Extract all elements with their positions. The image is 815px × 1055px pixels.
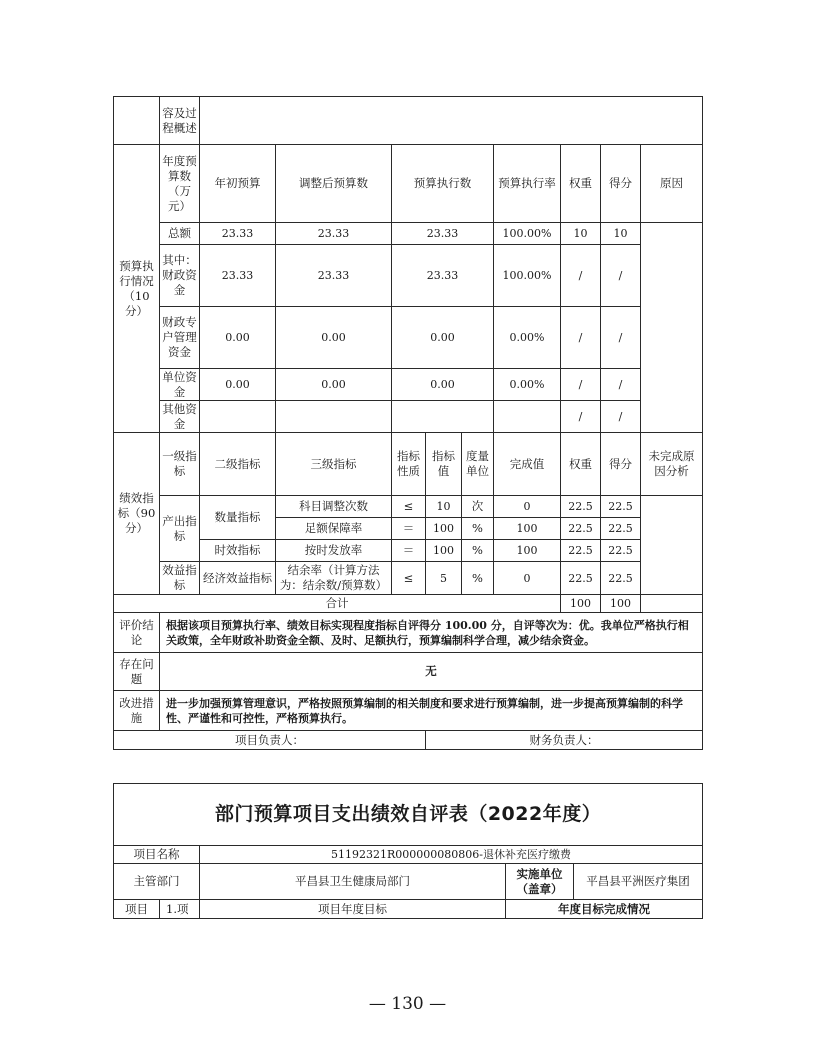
- conclusion-label: 评价结论: [114, 613, 160, 653]
- budget-row: [114, 245, 703, 307]
- budget-row: [114, 223, 703, 245]
- project-name-row: [114, 846, 703, 864]
- annual-goal-header: 项目年度目标: [200, 900, 506, 919]
- budget-row-label: 其中：财政资金: [160, 245, 200, 307]
- budget-row: [114, 369, 703, 401]
- budget-executed: [392, 401, 494, 433]
- budget-adjusted: 0.00: [276, 307, 392, 369]
- level3-cell: 科目调整次数: [276, 496, 392, 518]
- unit-cell: %: [462, 540, 494, 562]
- goal-completion-header: 年度目标完成情况: [506, 900, 703, 919]
- done-cell: 0: [494, 496, 561, 518]
- total-label: 合计: [114, 595, 561, 613]
- implementing-unit-label: 实施单位（盖章）: [506, 864, 574, 900]
- perf-weight-cell: 22.5: [561, 540, 601, 562]
- measures-label: 改进措施: [114, 691, 160, 731]
- item-number: 1.项: [160, 900, 200, 919]
- budget-executed: 0.00: [392, 369, 494, 401]
- unit-cell: %: [462, 518, 494, 540]
- problems-row: [114, 653, 703, 691]
- budget-executed: 0.00: [392, 307, 494, 369]
- signature-row: [114, 731, 703, 750]
- level2-header: 二级指标: [200, 433, 276, 496]
- budget-executed: 23.33: [392, 245, 494, 307]
- budget-executed: 23.33: [392, 223, 494, 245]
- problems-label: 存在问题: [114, 653, 160, 691]
- budget-initial: [200, 401, 276, 433]
- budget-rate: 0.00%: [494, 369, 561, 401]
- perf-score-cell: 22.5: [601, 562, 641, 595]
- project-lead-signature: 项目负责人：: [114, 731, 426, 750]
- budget-section-label: 预算执行情况（10分）: [114, 145, 160, 433]
- unit-header: 度量单位: [462, 433, 494, 496]
- perf-weight-header: 权重: [561, 433, 601, 496]
- nature-cell: ≤: [392, 496, 426, 518]
- level3-cell: 结余率（计算方法为：结余数/预算数）: [276, 562, 392, 595]
- performance-table-continued: [113, 96, 703, 750]
- department-value: 平昌县卫生健康局部门: [200, 864, 506, 900]
- budget-label: 年度预算数（万元）: [160, 145, 200, 223]
- level3-cell: 按时发放率: [276, 540, 392, 562]
- finance-lead-signature: 财务负责人：: [426, 731, 703, 750]
- nature-cell: ≤: [392, 562, 426, 595]
- budget-score: 10: [601, 223, 641, 245]
- perf-row: [114, 562, 703, 595]
- weight-header: 权重: [561, 145, 601, 223]
- table-title: 部门预算项目支出绩效自评表（2022年度）: [114, 784, 703, 846]
- perf-section-label: 绩效指标（90分）: [114, 433, 160, 595]
- budget-weight: /: [561, 369, 601, 401]
- done-cell: 100: [494, 540, 561, 562]
- reason-header: 原因: [641, 145, 703, 223]
- budget-initial: 23.33: [200, 245, 276, 307]
- self-evaluation-table-2022: [113, 783, 703, 919]
- budget-initial: 0.00: [200, 307, 276, 369]
- budget-rate: 0.00%: [494, 307, 561, 369]
- budget-rate: 100.00%: [494, 223, 561, 245]
- project-name-value: 51192321R000000080806-退休补充医疗缴费: [200, 846, 703, 864]
- department-label: 主管部门: [114, 864, 200, 900]
- value-cell: 5: [426, 562, 462, 595]
- budget-score: /: [601, 369, 641, 401]
- budget-weight: /: [561, 401, 601, 433]
- perf-score-cell: 22.5: [601, 496, 641, 518]
- budget-row-label: 其他资金: [160, 401, 200, 433]
- done-cell: 100: [494, 518, 561, 540]
- budget-adjusted: 0.00: [276, 369, 392, 401]
- budget-initial: 23.33: [200, 223, 276, 245]
- score-header: 得分: [601, 145, 641, 223]
- level3-header: 三级指标: [276, 433, 392, 496]
- unit-cell: %: [462, 562, 494, 595]
- level1-cell: 效益指标: [160, 562, 200, 595]
- rate-header: 预算执行率: [494, 145, 561, 223]
- measures-text: 进一步加强预算管理意识，严格按照预算编制的相关制度和要求进行预算编制，进一步提高预算编制的科学性、严谨性和可控性，严格预算执行。: [160, 691, 703, 731]
- perf-reason-cell: [641, 496, 703, 595]
- value-cell: 10: [426, 496, 462, 518]
- budget-rate: [494, 401, 561, 433]
- budget-header-row: [114, 145, 703, 223]
- budget-row: [114, 401, 703, 433]
- conclusion-text: 根据该项目预算执行率、绩效目标实现程度指标自评得分 100.00 分，自评等次为：优。我单位严格执行相关政策，全年财政补助资金全额、及时、足额执行，预算编制科学合理，减少结余资金。: [160, 613, 703, 653]
- initial-header: 年初预算: [200, 145, 276, 223]
- perf-header-row: [114, 433, 703, 496]
- value-cell: 100: [426, 518, 462, 540]
- total-row: [114, 595, 703, 613]
- budget-adjusted: 23.33: [276, 245, 392, 307]
- budget-row-label: 总额: [160, 223, 200, 245]
- problems-text: 无: [160, 653, 703, 691]
- perf-weight-cell: 22.5: [561, 518, 601, 540]
- item-label: 项目: [114, 900, 160, 919]
- budget-initial: 0.00: [200, 369, 276, 401]
- perf-score-cell: 22.5: [601, 518, 641, 540]
- perf-weight-cell: 22.5: [561, 562, 601, 595]
- nature-cell: ＝: [392, 540, 426, 562]
- perf-row: [114, 540, 703, 562]
- budget-rate: 100.00%: [494, 245, 561, 307]
- level2-cell: 数量指标: [200, 496, 276, 540]
- perf-score-header: 得分: [601, 433, 641, 496]
- level1-header: 一级指标: [160, 433, 200, 496]
- budget-row-label: 财政专户管理资金: [160, 307, 200, 369]
- budget-reason-cell: [641, 223, 703, 433]
- budget-row: [114, 307, 703, 369]
- level2-cell: 时效指标: [200, 540, 276, 562]
- budget-weight: /: [561, 307, 601, 369]
- nature-cell: ＝: [392, 518, 426, 540]
- perf-reason-header: 未完成原因分析: [641, 433, 703, 496]
- budget-score: /: [601, 401, 641, 433]
- goal-header-row: [114, 900, 703, 919]
- level3-cell: 足额保障率: [276, 518, 392, 540]
- page-number: — 130 —: [368, 994, 447, 1014]
- budget-score: /: [601, 307, 641, 369]
- executed-header: 预算执行数: [392, 145, 494, 223]
- budget-weight: 10: [561, 223, 601, 245]
- budget-weight: /: [561, 245, 601, 307]
- implementing-unit-value: 平昌县平洲医疗集团: [574, 864, 703, 900]
- budget-adjusted: 23.33: [276, 223, 392, 245]
- nature-header: 指标性质: [392, 433, 426, 496]
- project-name-label: 项目名称: [114, 846, 200, 864]
- total-weight: 100: [561, 595, 601, 613]
- done-cell: 0: [494, 562, 561, 595]
- process-row: [114, 97, 703, 145]
- value-header: 指标值: [426, 433, 462, 496]
- budget-row-label: 单位资金: [160, 369, 200, 401]
- adjusted-header: 调整后预算数: [276, 145, 392, 223]
- budget-adjusted: [276, 401, 392, 433]
- done-header: 完成值: [494, 433, 561, 496]
- measures-row: [114, 691, 703, 731]
- perf-score-cell: 22.5: [601, 540, 641, 562]
- unit-cell: 次: [462, 496, 494, 518]
- process-label: 容及过程概述: [160, 97, 200, 145]
- perf-weight-cell: 22.5: [561, 496, 601, 518]
- conclusion-row: [114, 613, 703, 653]
- total-score: 100: [601, 595, 641, 613]
- budget-score: /: [601, 245, 641, 307]
- perf-row: [114, 496, 703, 518]
- value-cell: 100: [426, 540, 462, 562]
- level2-cell: 经济效益指标: [200, 562, 276, 595]
- level1-cell: 产出指标: [160, 496, 200, 562]
- department-row: [114, 864, 703, 900]
